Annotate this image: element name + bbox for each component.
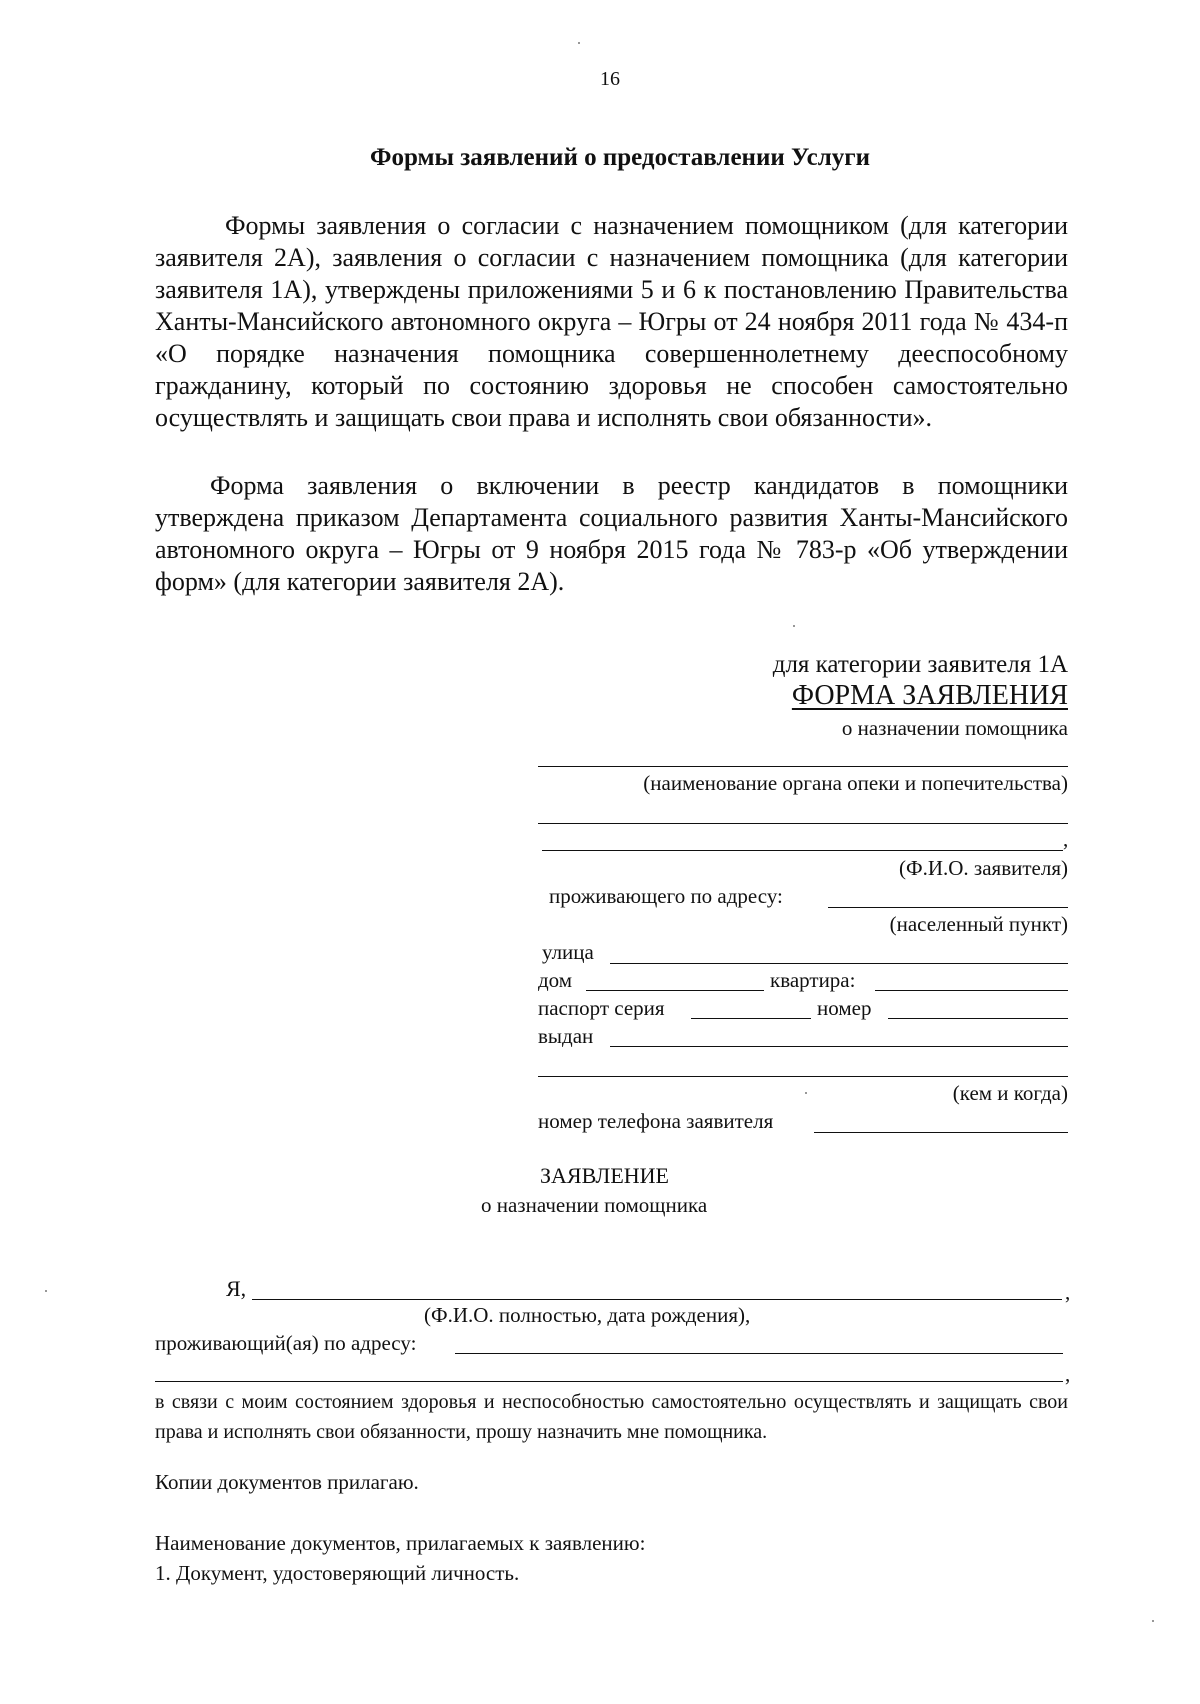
documents-heading: Наименование документов, прилагаемых к заявлению: [155,1531,646,1555]
residing-line-1 [455,1353,1063,1354]
scan-speck [793,625,795,627]
residing-line-2 [155,1381,1063,1382]
full-name-line [252,1299,1062,1300]
passport-series-line [691,1018,811,1019]
phone-label: номер телефона заявителя [538,1109,774,1133]
apartment-line [875,990,1068,991]
residing-comma: , [1065,1362,1071,1386]
applicant-name-line-1 [538,823,1068,824]
address-line [828,907,1068,908]
page-number: 16 [600,68,620,90]
document-item: 1. Документ, удостоверяющий личность. [155,1561,520,1585]
intro-paragraph-1: Формы заявления о согласии с назначением помощником (для категории заявителя 2А), заявления о согласии с назначением помощника (для категории заявителя 1А), утверждены приложениями 5 и 6 к постановлению Правительства Ханты-Мансийского автономного округа – Югры от 24 ноября 2011 года № 434-п «О порядке назначения помощника совершеннолетнему дееспособному гражданину, который по состоянию здоровья не способен самостоятельно осуществлять и защищать свои права и исполнять свои обязанности». [155,211,1068,432]
phone-line [814,1132,1068,1133]
applicant-name-line-2 [542,850,1063,851]
residing-label: проживающий(ая) по адресу: [155,1331,417,1355]
authority-line [538,766,1068,767]
full-name-comma: , [1065,1280,1071,1304]
address-label: проживающего по адресу: [549,884,783,908]
i-label: Я, [226,1276,247,1301]
house-label: дом [538,968,573,992]
applicant-comma: , [1063,827,1069,851]
issued-caption: (кем и когда) [952,1081,1068,1105]
scan-speck [1152,1620,1154,1622]
application-subtitle: о назначении помощника [481,1193,708,1217]
form-category: для категории заявителя 1А [772,651,1068,678]
issued-line-1 [610,1046,1068,1047]
passport-number-line [888,1018,1068,1019]
full-name-caption: (Ф.И.О. полностью, дата рождения), [424,1303,751,1327]
issued-line-2 [538,1076,1068,1077]
passport-number-label: номер [817,996,872,1020]
scan-speck [578,42,580,44]
copies-text: Копии документов прилагаю. [155,1470,419,1494]
apartment-label: квартира: [770,968,856,992]
scan-speck [45,1290,47,1292]
issued-label: выдан [538,1024,594,1048]
passport-series-label: паспорт серия [538,996,665,1020]
form-subtitle: о назначении помощника [841,716,1068,740]
applicant-caption: (Ф.И.О. заявителя) [899,856,1068,880]
scan-speck [805,1092,807,1094]
house-line [586,990,764,991]
page-title: Формы заявлений о предоставлении Услуги [369,144,871,171]
street-label: улица [542,940,594,964]
intro-paragraph-2: Форма заявления о включении в реестр кандидатов в помощники утверждена приказом Департамента социального развития Ханты-Мансийского автономного округа – Югры от 9 ноября 2015 года № 783-р «Об утверждении форм» (для категории заявителя 2А). [155,471,1068,596]
application-title: ЗАЯВЛЕНИЕ [540,1163,669,1188]
authority-caption: (наименование органа опеки и попечительства) [643,771,1068,795]
locality-caption: (населенный пункт) [889,912,1068,936]
request-text: в связи с моим состоянием здоровья и неспособностью самостоятельно осуществлять и защищать свои права и исполнять свои обязанности, прошу назначить мне помощника. [155,1391,1068,1443]
street-line [610,963,1068,964]
form-title: ФОРМА ЗАЯВЛЕНИЯ [791,680,1068,711]
